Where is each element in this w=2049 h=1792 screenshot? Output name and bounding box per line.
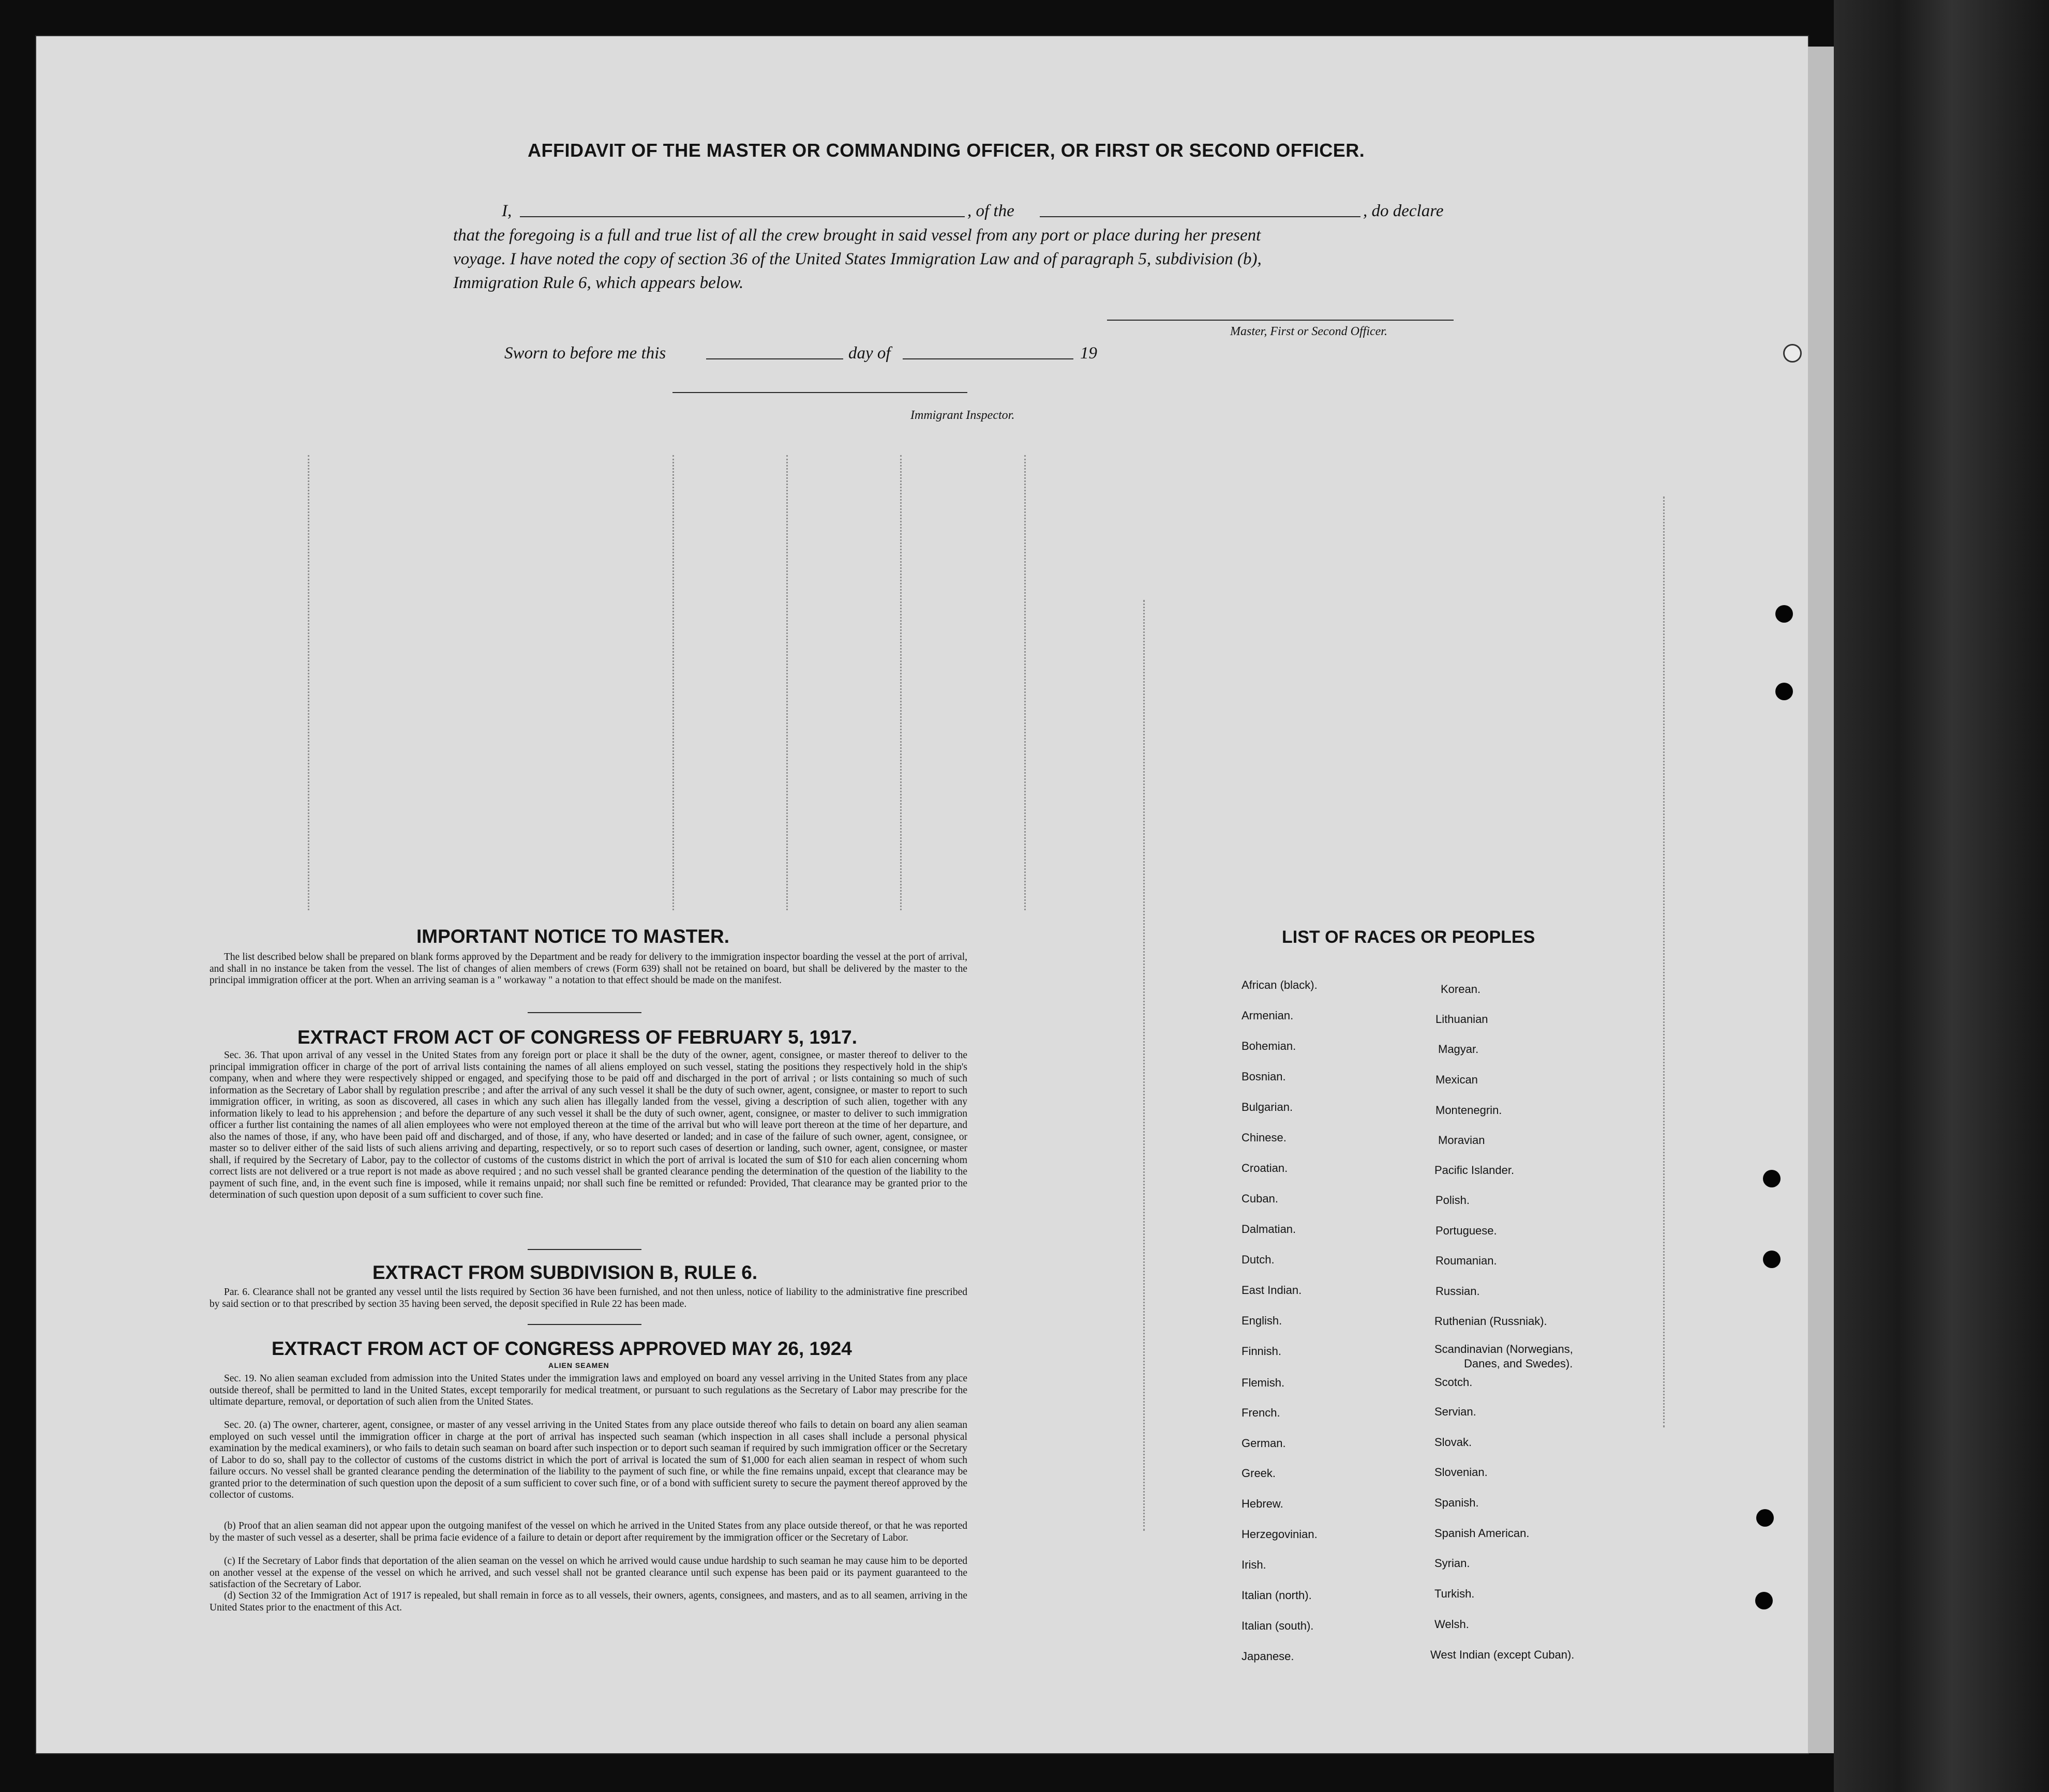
race-item: African (black). bbox=[1242, 978, 1318, 991]
affidavit-body-2: voyage. I have noted the copy of section 36 of the United States Immigration Law and of paragraph 5, subdivision (b), bbox=[453, 250, 1262, 268]
race-item: East Indian. bbox=[1242, 1284, 1302, 1297]
sec-20b-text: (b) Proof that an alien seaman did not appear upon the outgoing manifest of the vessel on which he arrived in the United States from any place outside thereof, or that he was reported by the master of such vessel as a deserter, shall be prima facie evidence of a failure to detain or deport after requirement by the immigration officer or the Secretary of Labor. bbox=[210, 1520, 967, 1543]
officer-caption: Master, First or Second Officer. bbox=[1230, 325, 1387, 338]
punch-hole bbox=[1783, 344, 1802, 363]
vessel-blank bbox=[1040, 216, 1360, 217]
rule6-title: EXTRACT FROM SUBDIVISION B, RULE 6. bbox=[372, 1262, 758, 1283]
race-item: Bohemian. bbox=[1242, 1040, 1296, 1052]
notice-title: IMPORTANT NOTICE TO MASTER. bbox=[416, 926, 730, 947]
section-divider bbox=[528, 1012, 641, 1013]
race-item: Magyar. bbox=[1438, 1043, 1479, 1056]
affidavit-of-the: , of the bbox=[967, 202, 1014, 220]
race-item: Syrian. bbox=[1434, 1557, 1470, 1570]
page-edge bbox=[1808, 47, 1834, 1753]
day-of-text: day of bbox=[848, 344, 891, 363]
race-item: Croatian. bbox=[1242, 1162, 1288, 1174]
race-item: Chinese. bbox=[1242, 1131, 1287, 1144]
bleed-through-rule bbox=[1143, 600, 1145, 1531]
race-item: Greek. bbox=[1242, 1467, 1276, 1480]
punch-hole bbox=[1763, 1170, 1781, 1187]
extract-1917-title: EXTRACT FROM ACT OF CONGRESS OF FEBRUARY 5, 1917. bbox=[297, 1027, 858, 1048]
punch-hole bbox=[1775, 683, 1793, 700]
notice-text: The list described below shall be prepared on blank forms approved by the Department and be ready for delivery to the immigration inspector boarding the vessel at the port of arrival, and shall in no instance be taken from the vessel. The list of changes of alien members of crews (Form 639) shall not be retained on board, but shall be delivered by the master to the principal immigration officer at the port. When an arriving seaman is a " workaway " a notation to that effect should be made on the manifest. bbox=[210, 952, 967, 986]
bleed-through-rule bbox=[786, 455, 788, 910]
race-item: Herzegovinian. bbox=[1242, 1528, 1318, 1541]
race-item: Korean. bbox=[1441, 983, 1481, 996]
sworn-text: Sworn to before me this bbox=[504, 344, 666, 363]
punch-hole bbox=[1755, 1592, 1773, 1609]
race-item: Pacific Islander. bbox=[1434, 1164, 1515, 1177]
month-blank bbox=[903, 358, 1073, 359]
race-item: Flemish. bbox=[1242, 1376, 1285, 1389]
extract-1917-text: Sec. 36. That upon arrival of any vessel in the United States from any foreign port or place it shall be the duty of the owner, agent, consignee, or master thereof to deliver to the principal immigration officer in charge of the port of arrival lists containing the names of all aliens employed on such vessel, stating the positions they respectively hold in the ship's company, when and where they were respectively shipped or engaged, and specifying those to be paid off and discharged in the port of arrival ; or lists containing so much of such information as the Secretary of Labor shall by regulation prescribe ; and after the arrival of any such vessel it shall be the duty of such owner, agent, consignee, or master to report to such immigration officer, in writing, as soon as discovered, all cases in which any such alien has illegally landed from the vessel, giving a description of such alien, together with any information likely to lead to his apprehension ; and before the departure of any such vessel it shall be the duty of such owner, agent, consignee, or master to deliver to such immigration officer a further list containing the names of all alien employees who were not employed thereon at the time of the arrival but who will leave port thereon at the time of her departure, and also the names of those, if any, who have been paid off and discharged, and of those, if any, who have deserted or landed; and in case of the failure of such owner, agent, consignee, or master so to deliver either of the said lists of such aliens arriving and departing, respectively, or so to report such cases of desertion or landing, such owner, agent, consignee, or master shall, if required by the Secretary of Labor, pay to the collector of customs of the customs district in which the port of arrival is located the sum of $10 for each alien concerning whom correct lists are not delivered or a true report is not made as above required ; and no such vessel shall be granted clearance pending the determination of the question of the liability to the payment of such fine, and, in the event such fine is imposed, while it remains unpaid; nor shall such fine be remitted or refunded: Provided, That clearance may be granted prior to the determination of such question upon deposit of a sum sufficient to cover such fine. bbox=[210, 1050, 967, 1200]
race-item: Dutch. bbox=[1242, 1253, 1275, 1266]
race-item: Armenian. bbox=[1242, 1009, 1294, 1022]
sec-20d-text: (d) Section 32 of the Immigration Act of 1917 is repealed, but shall remain in force as to all vessels, their owners, agents, consignees, and masters, and as to all seamen, arriving in the United States prior to the enactment of this Act. bbox=[210, 1590, 967, 1613]
race-item: English. bbox=[1242, 1314, 1282, 1327]
race-item: Moravian bbox=[1438, 1134, 1485, 1147]
race-item: Finnish. bbox=[1242, 1345, 1282, 1358]
race-item: Bosnian. bbox=[1242, 1070, 1286, 1083]
affidavit-title: AFFIDAVIT OF THE MASTER OR COMMANDING OFFICER, OR FIRST OR SECOND OFFICER. bbox=[528, 140, 1365, 161]
affidavit-body-1: that the foregoing is a full and true list of all the crew brought in said vessel from any port or place during her present bbox=[453, 226, 1261, 245]
rule6-text: Par. 6. Clearance shall not be granted any vessel until the lists required by Section 36 have been furnished, and not then unless, notice of liability to the administrative fine prescribed by said section or to that prescribed by section 35 having been served, the deposit specified in Rule 22 has been made. bbox=[210, 1287, 967, 1309]
alien-seamen-subtitle: ALIEN SEAMEN bbox=[548, 1361, 609, 1369]
name-blank bbox=[520, 216, 965, 217]
year-prefix: 19 bbox=[1080, 344, 1097, 363]
race-item: Welsh. bbox=[1434, 1618, 1469, 1631]
race-item: Montenegrin. bbox=[1435, 1104, 1502, 1117]
race-item: Scandinavian (Norwegians, bbox=[1434, 1343, 1573, 1356]
affidavit-body-3: Immigration Rule 6, which appears below. bbox=[453, 274, 744, 292]
punch-hole bbox=[1756, 1509, 1774, 1527]
race-item: Danes, and Swedes). bbox=[1464, 1357, 1573, 1370]
sec-20c-text: (c) If the Secretary of Labor finds that deportation of the alien seaman on the vessel on which he arrived would cause undue hardship to such seaman he may cause him to be deported on another vessel at the expense of the vessel on which he arrived, and such vessel shall not be granted clearance until such expense has been paid or its payment guaranteed to the satisfaction of the Secretary of Labor. bbox=[210, 1556, 967, 1590]
race-item: Turkish. bbox=[1434, 1587, 1475, 1600]
race-item: Spanish American. bbox=[1434, 1527, 1530, 1540]
inspector-signature-line bbox=[672, 392, 967, 393]
race-item: Russian. bbox=[1435, 1285, 1480, 1298]
race-item: Ruthenian (Russniak). bbox=[1434, 1315, 1547, 1328]
section-divider bbox=[528, 1324, 641, 1325]
bleed-through-rule bbox=[1663, 496, 1665, 1427]
race-item: Lithuanian bbox=[1435, 1013, 1488, 1026]
race-item: Japanese. bbox=[1242, 1650, 1294, 1663]
race-item: Roumanian. bbox=[1435, 1254, 1497, 1267]
race-item: French. bbox=[1242, 1406, 1280, 1419]
scan-background bbox=[1834, 0, 2049, 1792]
affidavit-declare: , do declare bbox=[1363, 202, 1444, 220]
bleed-through-rule bbox=[900, 455, 902, 910]
race-item: Hebrew. bbox=[1242, 1497, 1283, 1510]
race-item: Dalmatian. bbox=[1242, 1223, 1296, 1236]
race-item: Scotch. bbox=[1434, 1376, 1473, 1389]
extract-1924-title: EXTRACT FROM ACT OF CONGRESS APPROVED MAY 26, 1924 bbox=[272, 1338, 852, 1359]
race-item: Portuguese. bbox=[1435, 1224, 1497, 1237]
race-item: Mexican bbox=[1435, 1073, 1478, 1086]
races-title: LIST OF RACES OR PEOPLES bbox=[1282, 927, 1535, 947]
sec-20a-text: Sec. 20. (a) The owner, charterer, agent, consignee, or master of any vessel arriving in the United States from any place outside thereof who fails to detain on board any alien seaman employed on such vessel until the immigration officer in charge at the port of arrival has inspected such seaman (which inspection in all cases shall include a personal physical examination by the medical examiners), or who fails to detain such seaman on board after such inspection or to deport such seaman if required by such immigration officer or the Secretary of Labor to do so, shall pay to the collector of customs of the customs district in which the port of arrival is located the sum of $1,000 for each alien seaman in respect of whom such failure occurs. No vessel shall be granted clearance pending the determination of the liability to the payment of such fine, or while the fine remains unpaid, except that clearance may be granted prior to the determination of such question upon the deposit of a sum sufficient to cover such fine, or of a bond with sufficient surety to secure the payment thereof approved by the collector of customs. bbox=[210, 1420, 967, 1500]
affidavit-i: I, bbox=[502, 202, 512, 220]
race-item: Slovak. bbox=[1434, 1436, 1472, 1449]
race-item: West Indian (except Cuban). bbox=[1430, 1648, 1575, 1661]
race-item: Spanish. bbox=[1434, 1496, 1479, 1509]
race-item: Italian (south). bbox=[1242, 1619, 1314, 1632]
officer-signature-line bbox=[1107, 320, 1454, 321]
punch-hole bbox=[1763, 1251, 1781, 1268]
race-item: Italian (north). bbox=[1242, 1589, 1312, 1602]
section-divider bbox=[528, 1249, 641, 1250]
race-item: Cuban. bbox=[1242, 1192, 1278, 1205]
bleed-through-rule bbox=[308, 455, 309, 910]
race-item: Polish. bbox=[1435, 1194, 1470, 1207]
race-item: Irish. bbox=[1242, 1558, 1266, 1571]
race-item: German. bbox=[1242, 1437, 1286, 1450]
bleed-through-rule bbox=[672, 455, 674, 910]
race-item: Slovenian. bbox=[1434, 1466, 1488, 1479]
race-item: Bulgarian. bbox=[1242, 1101, 1293, 1113]
sec-19-text: Sec. 19. No alien seaman excluded from admission into the United States under the immigration laws and employed on board any vessel arriving in the United States from any place outside thereof, shall be permitted to land in the United States, except temporarily for medical treatment, or pursuant to such regulations as the Secretary of Labor may prescribe for the ultimate departure, removal, or deportation of such alien from the United States. bbox=[210, 1373, 967, 1407]
bleed-through-rule bbox=[1024, 455, 1026, 910]
punch-hole bbox=[1775, 605, 1793, 623]
inspector-caption: Immigrant Inspector. bbox=[910, 409, 1015, 422]
sworn-day-blank bbox=[706, 358, 843, 359]
race-item: Servian. bbox=[1434, 1405, 1476, 1418]
